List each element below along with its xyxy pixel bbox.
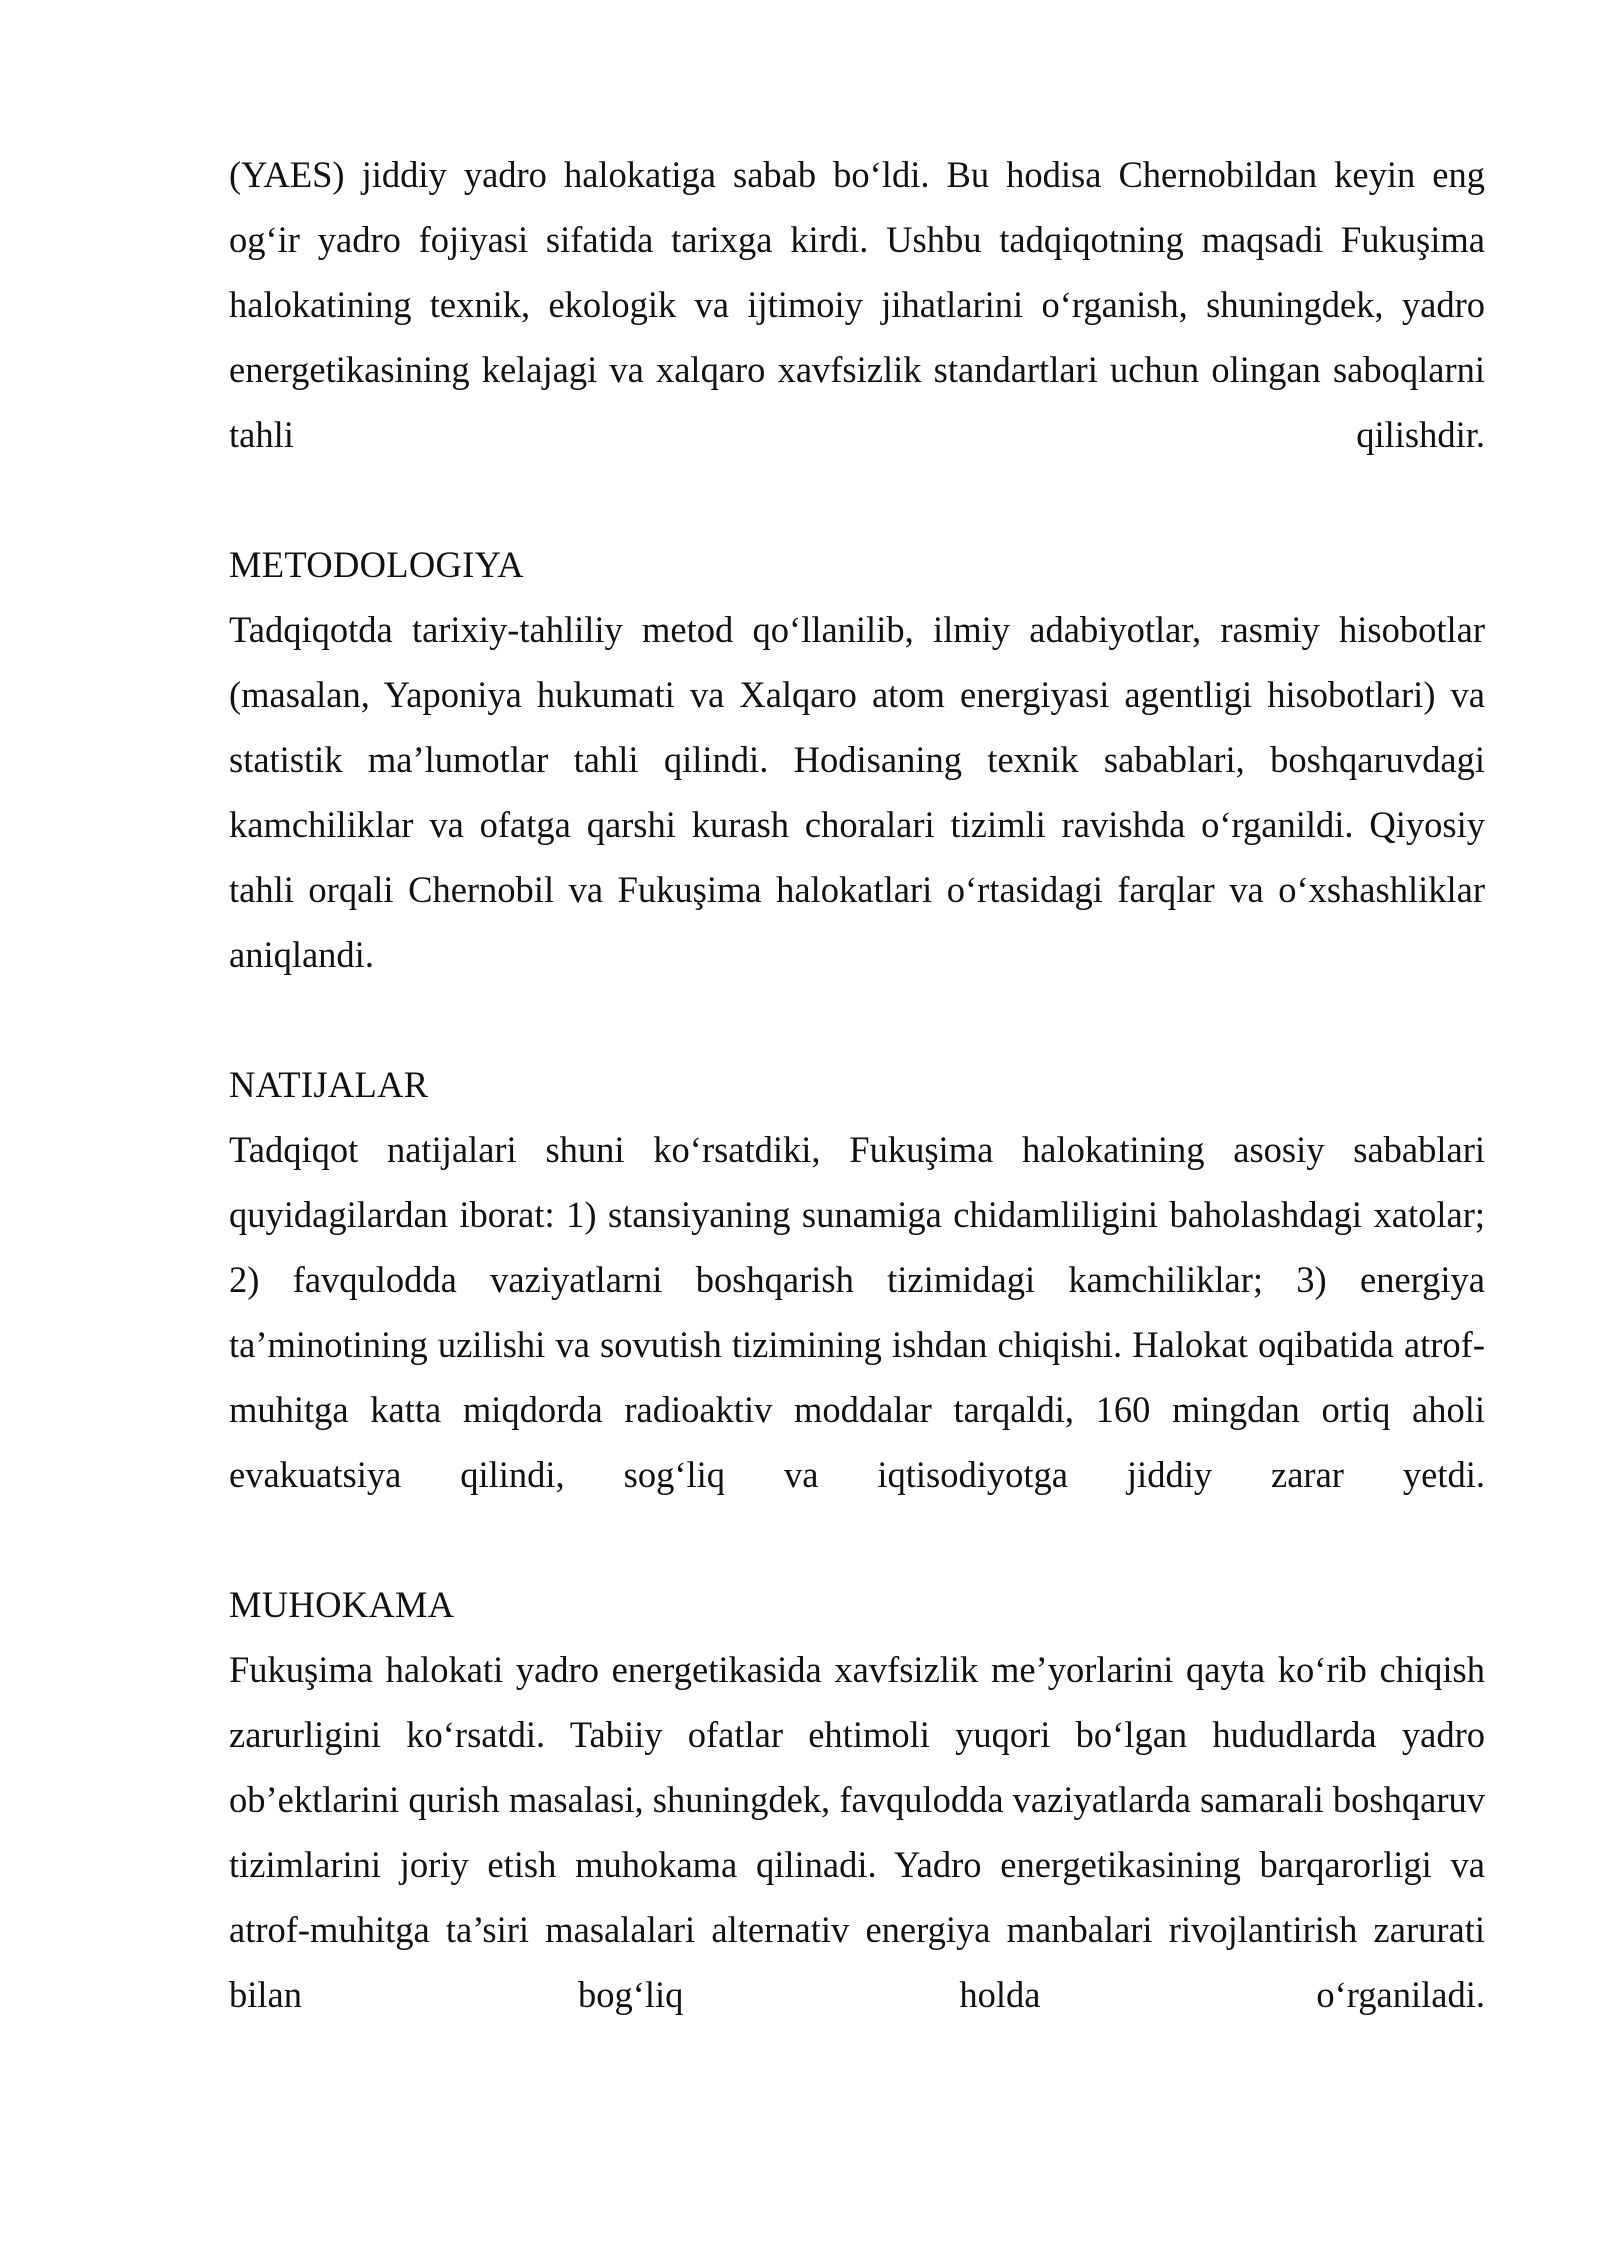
section-heading-metodologiya: METODOLOGIYA — [229, 544, 524, 585]
intro-paragraph: (YAES) jiddiy yadro halokatiga sabab bo‘ldi. Bu hodisa Chernobildan keyin eng og‘ir yadro fojiyasi sifatida tarixga kirdi. Ushbu tadqiqotning maqsadi Fukuşima halokatining texnik, ekologik va ijtimoiy jihatlarini o‘rganish, shuningdek, yadro energetikasining kelajagi va xalqaro xavfsizlik standartlari uchun olingan saboqlarni tahli qilishdir. — [229, 154, 1485, 455]
section-heading-muhokama: MUHOKAMA — [229, 1584, 455, 1625]
section-paragraph-muhokama: Fukuşima halokati yadro energetikasida xavfsizlik me’yorlarini qayta ko‘rib chiqish zarurligini ko‘rsatdi. Tabiiy ofatlar ehtimoli yuqori bo‘lgan hududlarda yadro ob’ektlarini qurish masalasi, shuningdek, favqulodda vaziyatlarda samarali boshqaruv tizimlarini joriy etish muhokama qilinadi. Yadro energetikasining barqarorligi va atrof-muhitga ta’siri masalalari alternativ energiya manbalari rivojlantirish zarurati bilan bog‘liq holda o‘rganiladi. — [229, 1649, 1485, 2015]
section-paragraph-natijalar: Tadqiqot natijalari shuni ko‘rsatdiki, Fukuşima halokatining asosiy sabablari quyidagilardan iborat: 1) stansiyaning sunamiga chidamliligini baholashdagi xatolar; 2) favqulodda vaziyatlarni boshqarish tizimidagi kamchiliklar; 3) energiya ta’minotining uzilishi va sovutish tizimining ishdan chiqishi. Halokat oqibatida atrof-muhitga katta miqdorda radioaktiv moddalar tarqaldi, 160 mingdan ortiq aholi evakuatsiya qilindi, sog‘liq va iqtisodiyotga jiddiy zarar yetdi. — [229, 1129, 1485, 1495]
document-body — [229, 142, 1485, 2027]
section-paragraph-metodologiya: Tadqiqotda tarixiy-tahliliy metod qo‘llanilib, ilmiy adabiyotlar, rasmiy hisobotlar (masalan, Yaponiya hukumati va Xalqaro atom energiyasi agentligi hisobotlari) va statistik ma’lumotlar tahli qilindi. Hodisaning texnik sabablari, boshqaruvdagi kamchiliklar va ofatga qarshi kurash choralari tizimli ravishda o‘rganildi. Qiyosiy tahli orqali Chernobil va Fukuşima halokatlari o‘rtasidagi farqlar va o‘xshashliklar aniqlandi. — [229, 609, 1485, 975]
section-heading-natijalar: NATIJALAR — [229, 1064, 429, 1105]
